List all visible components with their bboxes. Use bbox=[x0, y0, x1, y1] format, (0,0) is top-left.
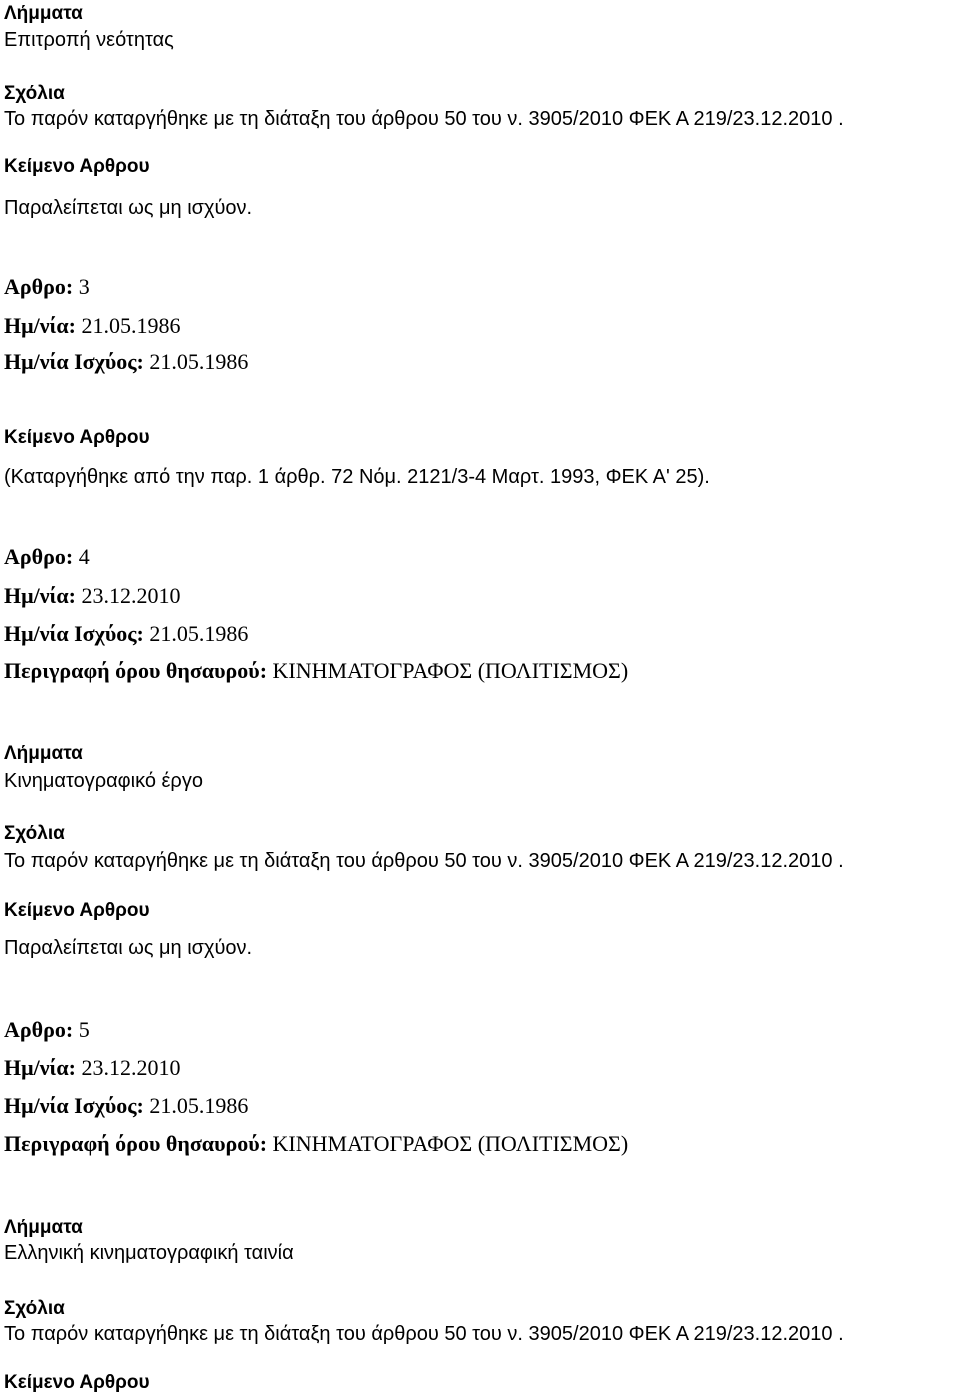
effective-date-label: Ημ/νία Ισχύος: bbox=[4, 621, 144, 646]
effective-date-value: 21.05.1986 bbox=[149, 1093, 249, 1118]
thesaurus-line bbox=[4, 1133, 628, 1155]
date-label: Ημ/νία: bbox=[4, 1055, 76, 1080]
comment-text: Το παρόν καταργήθηκε με τη διάταξη του άρθρου 50 του ν. 3905/2010 ΦΕΚ Α 219/23.12.2010 . bbox=[4, 108, 844, 130]
thesaurus-value: ΚΙΝΗΜΑΤΟΓΡΑΦΟΣ (ΠΟΛΙΤΙΣΜΟΣ) bbox=[272, 1131, 629, 1156]
article-number-line bbox=[4, 1019, 90, 1041]
effective-date-label: Ημ/νία Ισχύος: bbox=[4, 1093, 144, 1118]
article-number: 4 bbox=[78, 544, 90, 569]
lemmata-heading: Λήμματα bbox=[4, 3, 83, 24]
lemma-text: Ελληνική κινηματογραφική ταινία bbox=[4, 1242, 294, 1264]
date-value: 23.12.2010 bbox=[81, 1055, 181, 1080]
date-label: Ημ/νία: bbox=[4, 583, 76, 608]
lemma-text: Επιτροπή νεότητας bbox=[4, 29, 174, 51]
date-line bbox=[4, 1057, 180, 1079]
thesaurus-label: Περιγραφή όρου θησαυρού: bbox=[4, 658, 268, 683]
lemma-text: Κινηματογραφικό έργο bbox=[4, 770, 203, 792]
effective-date-line bbox=[4, 351, 248, 373]
thesaurus-value: ΚΙΝΗΜΑΤΟΓΡΑΦΟΣ (ΠΟΛΙΤΙΣΜΟΣ) bbox=[272, 658, 629, 683]
comment-text: Το παρόν καταργήθηκε με τη διάταξη του άρθρου 50 του ν. 3905/2010 ΦΕΚ Α 219/23.12.2010 . bbox=[4, 1323, 844, 1345]
article-text: Παραλείπεται ως μη ισχύον. bbox=[4, 197, 253, 219]
thesaurus-line bbox=[4, 660, 628, 682]
lemmata-heading: Λήμματα bbox=[4, 743, 83, 764]
date-value: 21.05.1986 bbox=[81, 313, 181, 338]
date-line bbox=[4, 315, 180, 337]
effective-date-label: Ημ/νία Ισχύος: bbox=[4, 349, 144, 374]
article-text-heading: Κείμενο Αρθρου bbox=[4, 156, 150, 177]
article-label: Αρθρο: bbox=[4, 544, 74, 569]
article-text-heading: Κείμενο Αρθρου bbox=[4, 1372, 150, 1393]
lemmata-heading: Λήμματα bbox=[4, 1217, 83, 1238]
comments-heading: Σχόλια bbox=[4, 823, 65, 844]
article-text-heading: Κείμενο Αρθρου bbox=[4, 427, 150, 448]
article-number-line bbox=[4, 276, 90, 298]
comments-heading: Σχόλια bbox=[4, 83, 65, 104]
comments-heading: Σχόλια bbox=[4, 1298, 65, 1319]
effective-date-line bbox=[4, 1095, 248, 1117]
comment-text: Το παρόν καταργήθηκε με τη διάταξη του άρθρου 50 του ν. 3905/2010 ΦΕΚ Α 219/23.12.2010 . bbox=[4, 850, 844, 872]
article-text: (Καταργήθηκε από την παρ. 1 άρθρ. 72 Νόμ. 2121/3-4 Μαρτ. 1993, ΦΕΚ Α' 25). bbox=[4, 466, 710, 488]
article-number: 3 bbox=[78, 274, 90, 299]
thesaurus-label: Περιγραφή όρου θησαυρού: bbox=[4, 1131, 268, 1156]
article-text: Παραλείπεται ως μη ισχύον. bbox=[4, 937, 253, 959]
date-value: 23.12.2010 bbox=[81, 583, 181, 608]
article-number: 5 bbox=[78, 1017, 90, 1042]
article-label: Αρθρο: bbox=[4, 1017, 74, 1042]
date-line bbox=[4, 585, 180, 607]
effective-date-value: 21.05.1986 bbox=[149, 349, 249, 374]
date-label: Ημ/νία: bbox=[4, 313, 76, 338]
article-label: Αρθρο: bbox=[4, 274, 74, 299]
article-number-line bbox=[4, 546, 90, 568]
article-text-heading: Κείμενο Αρθρου bbox=[4, 900, 150, 921]
effective-date-line bbox=[4, 623, 248, 645]
effective-date-value: 21.05.1986 bbox=[149, 621, 249, 646]
